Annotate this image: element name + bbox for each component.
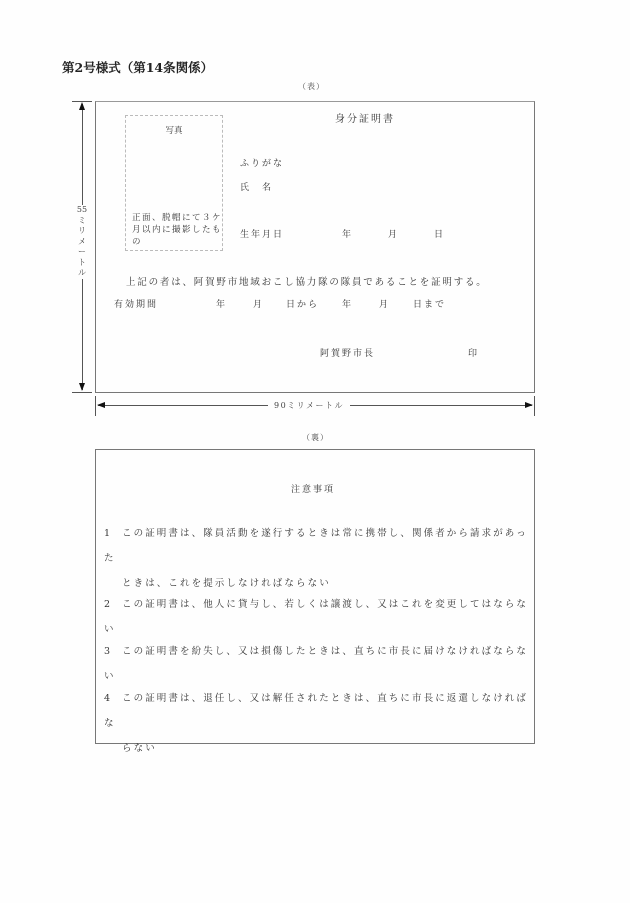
form-title: 第2号様式（第14条関係） <box>62 60 214 75</box>
validity-from-year: 年 <box>216 300 228 310</box>
note-text: この証明書を紛失し、又は損傷したときは、直ちに市長に届けなければならない <box>104 646 529 682</box>
photo-box <box>125 115 223 251</box>
seal-label: 印 <box>468 349 480 359</box>
note-number: 2 <box>104 599 113 610</box>
notes-heading: 注意事項 <box>291 485 336 495</box>
dimension-tick-left <box>95 396 96 416</box>
validity-to-month: 月 <box>379 300 391 310</box>
validity-to-day: 日まで <box>413 300 447 310</box>
note-text-continued: らない <box>122 743 157 754</box>
validity-from-month: 月 <box>253 300 265 310</box>
note-text: この証明書は、退任し、又は解任されたときは、直ちに市長に返還しなければな <box>104 693 529 729</box>
note-text: この証明書は、隊員活動を遂行するときは常に携帯し、関係者から請求があった <box>104 528 528 564</box>
dimension-tick-bottom <box>72 392 92 393</box>
birthdate-year: 年 <box>342 230 354 240</box>
arrow-down-icon <box>79 383 85 391</box>
height-unit-char: メ <box>78 236 86 246</box>
note-number: 4 <box>104 693 113 704</box>
height-unit-char: ル <box>78 268 86 277</box>
issuer-label: 阿賀野市長 <box>320 349 376 359</box>
birthdate-day: 日 <box>434 230 446 240</box>
height-unit-char: ミ <box>78 215 86 225</box>
photo-note: 正面、脱帽にて３ケ月以内に撮影したもの <box>132 213 223 247</box>
height-unit-char: ー <box>78 247 86 256</box>
note-text: この証明書は、他人に貸与し、若しくは譲渡し、又はこれを変更してはならない <box>104 599 529 635</box>
name-label: 氏 名 <box>240 183 274 193</box>
height-dimension-label <box>76 205 88 279</box>
arrow-up-icon <box>79 102 85 110</box>
height-unit-char: ト <box>78 257 86 267</box>
note-text-continued: ときは、これを提示しなければならない <box>122 578 331 589</box>
dimension-tick-right <box>534 396 535 416</box>
validity-from-day: 日から <box>286 300 320 310</box>
back-side-label: （裏） <box>302 433 329 442</box>
arrow-right-icon <box>525 402 533 408</box>
validity-label: 有効期間 <box>114 300 159 310</box>
width-dimension-label: 90ミリメートル <box>268 400 350 411</box>
birthdate-label: 生年月日 <box>240 230 285 240</box>
height-unit-char: リ <box>78 226 86 235</box>
furigana-label: ふりがな <box>240 159 285 169</box>
card-front <box>95 101 535 393</box>
note-item <box>104 592 529 642</box>
validity-to-year: 年 <box>342 300 354 310</box>
card-back <box>95 449 535 754</box>
arrow-left-icon <box>97 402 105 408</box>
note-number: 1 <box>104 528 113 539</box>
height-value: 55 <box>76 205 88 214</box>
front-side-label: （表） <box>298 82 325 91</box>
certification-text: 上記の者は、阿賀野市地域おこし協力隊の隊員であることを証明する。 <box>126 277 488 288</box>
note-item <box>104 521 529 596</box>
photo-label: 写真 <box>165 126 183 136</box>
note-item <box>104 639 529 689</box>
card-heading: 身分証明書 <box>335 114 395 125</box>
note-item <box>104 686 529 761</box>
birthdate-month: 月 <box>388 230 400 240</box>
note-number: 3 <box>104 646 113 657</box>
